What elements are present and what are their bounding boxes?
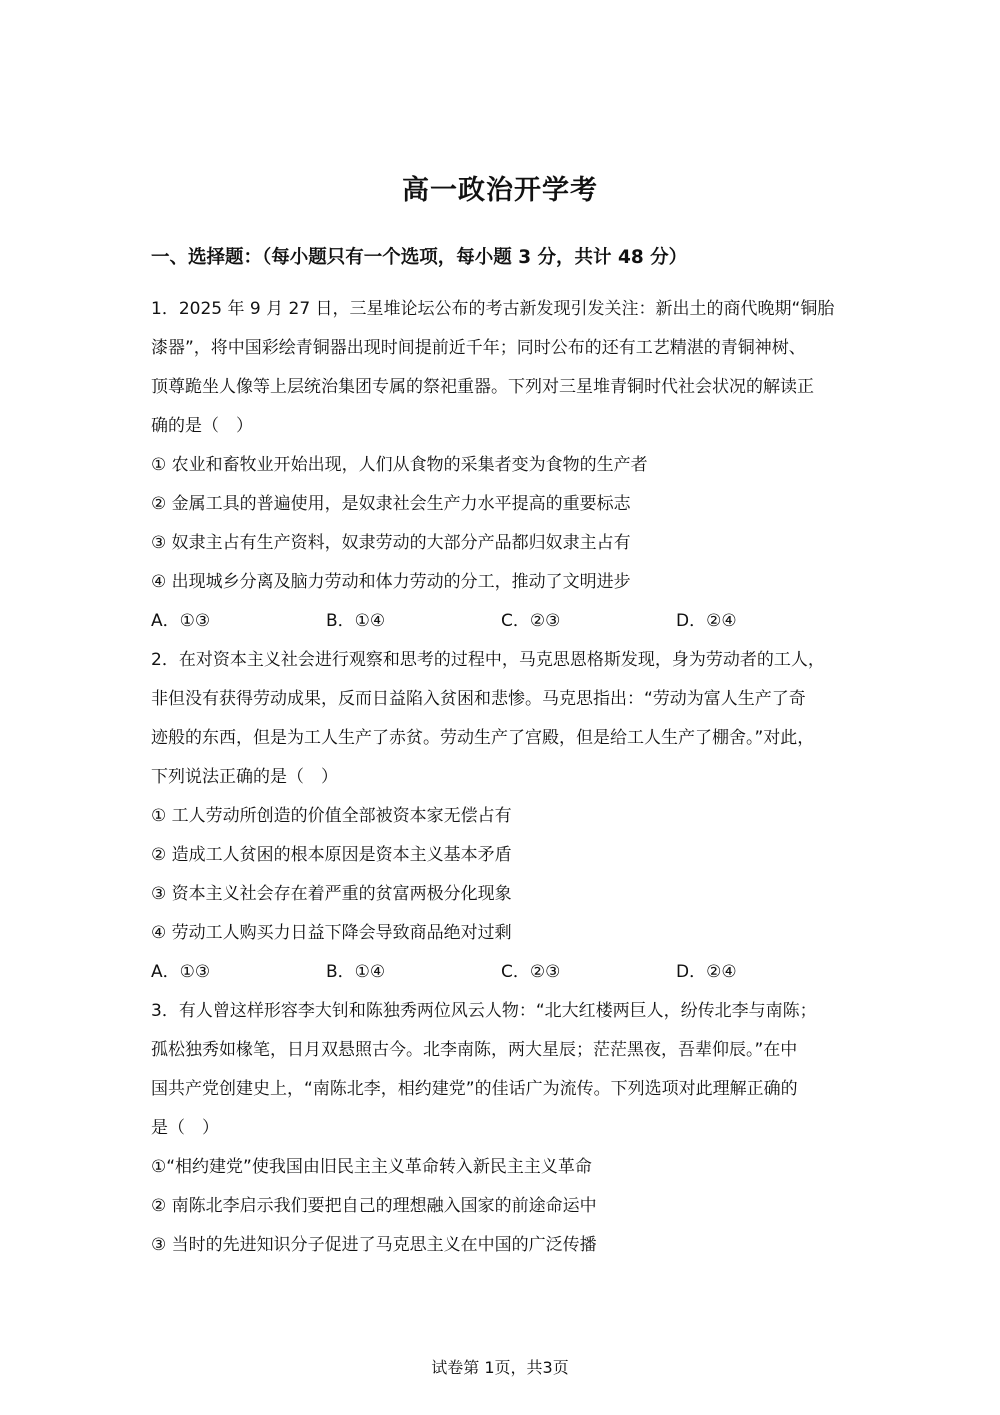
option-b[interactable]: B．①④ xyxy=(326,962,386,982)
statement: ① 农业和畜牧业开始出现，人们从食物的采集者变为食物的生产者 xyxy=(151,455,648,475)
question-stem-line: 孤松独秀如椽笔，日月双悬照古今。北李南陈，两大星辰；茫茫黑夜，吾辈仰辰。”在中 xyxy=(151,1040,798,1060)
option-a[interactable]: A．①③ xyxy=(151,611,211,631)
answer-options xyxy=(151,602,851,641)
option-d[interactable]: D．②④ xyxy=(676,611,737,631)
question-2 xyxy=(151,641,851,992)
question-stem-line: 2．在对资本主义社会进行观察和思考的过程中，马克思恩格斯发现，身为劳动者的工人， xyxy=(151,650,825,670)
statement: ④ 劳动工人购买力日益下降会导致商品绝对过剩 xyxy=(151,923,512,943)
statement: ② 金属工具的普遍使用，是奴隶社会生产力水平提高的重要标志 xyxy=(151,494,631,514)
question-stem-line: 漆器”，将中国彩绘青铜器出现时间提前近千年；同时公布的还有工艺精湛的青铜神树、 xyxy=(151,338,806,358)
option-d[interactable]: D．②④ xyxy=(676,962,737,982)
question-stem-line: 下列说法正确的是（ ） xyxy=(151,767,338,787)
statement: ② 南陈北李启示我们要把自己的理想融入国家的前途命运中 xyxy=(151,1196,597,1216)
statement: ③ 奴隶主占有生产资料，奴隶劳动的大部分产品都归奴隶主占有 xyxy=(151,533,631,553)
question-stem-line: 迹般的东西，但是为工人生产了赤贫。劳动生产了宫殿，但是给工人生产了棚舍。”对此， xyxy=(151,728,815,748)
question-3 xyxy=(151,992,851,1265)
option-b[interactable]: B．①④ xyxy=(326,611,386,631)
page-footer: 试卷第 1页，共3页 xyxy=(431,1358,569,1377)
statement: ①“相约建党”使我国由旧民主主义革命转入新民主主义革命 xyxy=(151,1157,592,1177)
statement: ③ 当时的先进知识分子促进了马克思主义在中国的广泛传播 xyxy=(151,1235,597,1255)
page-title: 高一政治开学考 xyxy=(402,175,598,206)
question-stem-line: 1．2025 年 9 月 27 日，三星堆论坛公布的考古新发现引发关注：新出土的商代晚期“铜胎 xyxy=(151,299,835,319)
option-c[interactable]: C．②③ xyxy=(501,962,561,982)
statement: ② 造成工人贫困的根本原因是资本主义基本矛盾 xyxy=(151,845,512,865)
question-list xyxy=(151,290,851,1265)
section-heading: 一、选择题：（每小题只有一个选项，每小题 3 分，共计 48 分） xyxy=(151,247,688,268)
option-c[interactable]: C．②③ xyxy=(501,611,561,631)
question-stem-line: 确的是（ ） xyxy=(151,416,253,436)
statement: ③ 资本主义社会存在着严重的贫富两极分化现象 xyxy=(151,884,512,904)
statement: ④ 出现城乡分离及脑力劳动和体力劳动的分工，推动了文明进步 xyxy=(151,572,631,592)
option-a[interactable]: A．①③ xyxy=(151,962,211,982)
question-stem-line: 顶尊跪坐人像等上层统治集团专属的祭祀重器。下列对三星堆青铜时代社会状况的解读正 xyxy=(151,377,814,397)
statement: ① 工人劳动所创造的价值全部被资本家无偿占有 xyxy=(151,806,512,826)
question-1 xyxy=(151,290,851,641)
answer-options xyxy=(151,953,851,992)
question-stem-line: 3．有人曾这样形容李大钊和陈独秀两位风云人物：“北大红楼两巨人，纷传北李与南陈； xyxy=(151,1001,817,1021)
question-stem-line: 是（ ） xyxy=(151,1118,219,1138)
question-stem-line: 非但没有获得劳动成果，反而日益陷入贫困和悲惨。马克思指出：“劳动为富人生产了奇 xyxy=(151,689,806,709)
question-stem-line: 国共产党创建史上，“南陈北李，相约建党”的佳话广为流传。下列选项对此理解正确的 xyxy=(151,1079,798,1099)
